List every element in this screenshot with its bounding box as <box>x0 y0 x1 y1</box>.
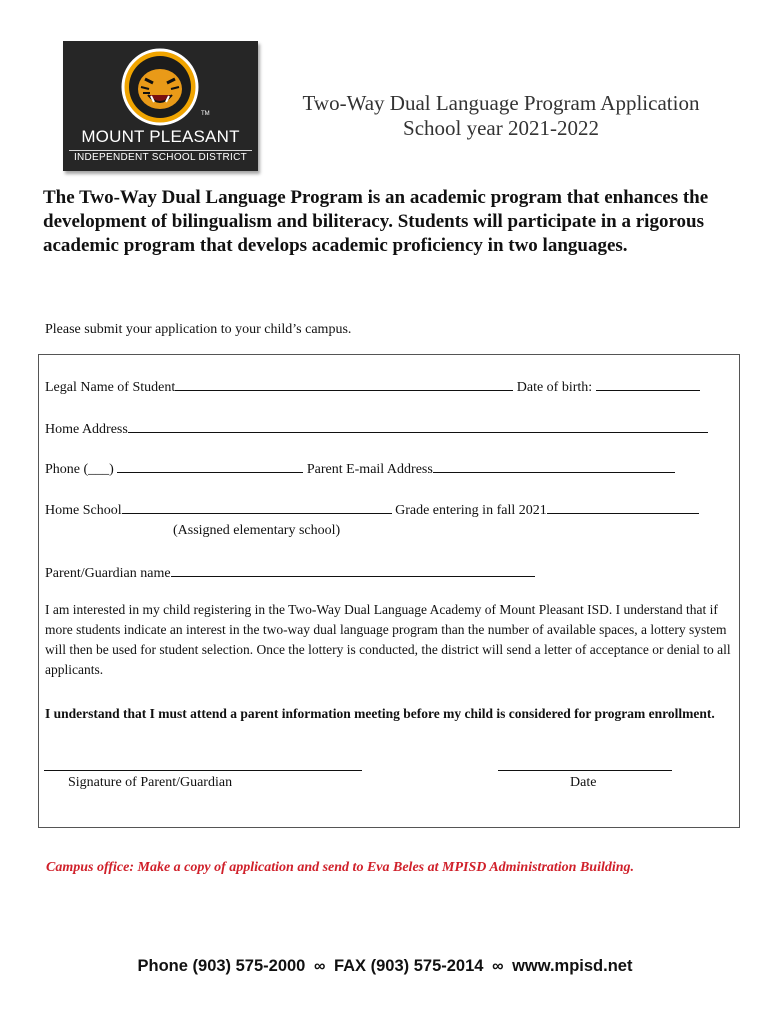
logo-divider <box>69 150 252 151</box>
district-logo <box>63 41 258 171</box>
legal-name-label: Legal Name of Student <box>45 380 176 395</box>
grade-field[interactable] <box>547 501 699 514</box>
phone-label: Phone (___) <box>45 462 114 477</box>
signature-label: Signature of Parent/Guardian <box>68 775 233 790</box>
submit-note: Please submit your application to your child’s campus. <box>45 322 352 337</box>
phone-field[interactable] <box>117 460 303 473</box>
date-line[interactable] <box>498 770 672 771</box>
lottery-paragraph: I am interested in my child registering in the Two-Way Dual Language Academy of Mount Pleasant ISD. I understand that if more students indicate an interest in the two-way dual language program than the number of available spaces, a lottery system will then be used for student selection. Once the lottery is conducted, the district will send a letter of acceptance or denial to all applicants. <box>45 602 731 677</box>
footer-phone: Phone (903) 575-2000 <box>137 957 306 975</box>
footer-website[interactable]: www.mpisd.net <box>512 957 633 975</box>
home-school-row <box>45 501 699 519</box>
program-intro: The Two-Way Dual Language Program is an academic program that enhances the development of bilingualism and biliteracy. Students will participate in a rigorous academic program that develops academic proficiency in two languages. <box>43 187 709 256</box>
guardian-field[interactable] <box>171 564 535 577</box>
dob-label: Date of birth: <box>516 380 593 395</box>
home-address-field[interactable] <box>128 420 708 433</box>
form-title-line1: Two-Way Dual Language Program Application <box>302 91 700 115</box>
separator-icon: ∞ <box>313 958 326 975</box>
form-title-line2: School year 2021-2022 <box>403 116 599 140</box>
form-title <box>276 91 726 141</box>
separator-icon: ∞ <box>492 958 504 975</box>
parent-email-field[interactable] <box>433 460 675 473</box>
dob-field[interactable] <box>596 378 700 391</box>
legal-name-field[interactable] <box>175 378 513 391</box>
date-label: Date <box>570 775 597 790</box>
guardian-label: Parent/Guardian name <box>45 566 171 581</box>
home-address-row <box>45 420 708 438</box>
phone-email-row <box>45 460 675 478</box>
home-address-label: Home Address <box>45 422 128 437</box>
parent-email-label: Parent E-mail Address <box>306 462 433 477</box>
home-school-label: Home School <box>45 503 122 518</box>
contact-footer <box>0 957 770 976</box>
campus-office-note: Campus office: Make a copy of application and send to Eva Beles at MPISD Administration Building. <box>46 860 635 875</box>
tiger-mascot-icon <box>115 47 205 127</box>
logo-subtitle: INDEPENDENT SCHOOL DISTRICT <box>73 152 248 163</box>
trademark-mark: TM <box>201 111 210 117</box>
guardian-row <box>45 564 535 582</box>
footer-fax: FAX (903) 575-2014 <box>333 957 484 975</box>
assigned-school-note: (Assigned elementary school) <box>173 523 341 538</box>
legal-name-row <box>45 378 700 396</box>
home-school-field[interactable] <box>122 501 392 514</box>
signature-line[interactable] <box>44 770 362 771</box>
meeting-requirement: I understand that I must attend a parent information meeting before my child is considered for program enrollment. <box>45 706 715 721</box>
logo-title: MOUNT PLEASANT <box>81 127 240 146</box>
grade-label: Grade entering in fall 2021 <box>395 503 547 518</box>
